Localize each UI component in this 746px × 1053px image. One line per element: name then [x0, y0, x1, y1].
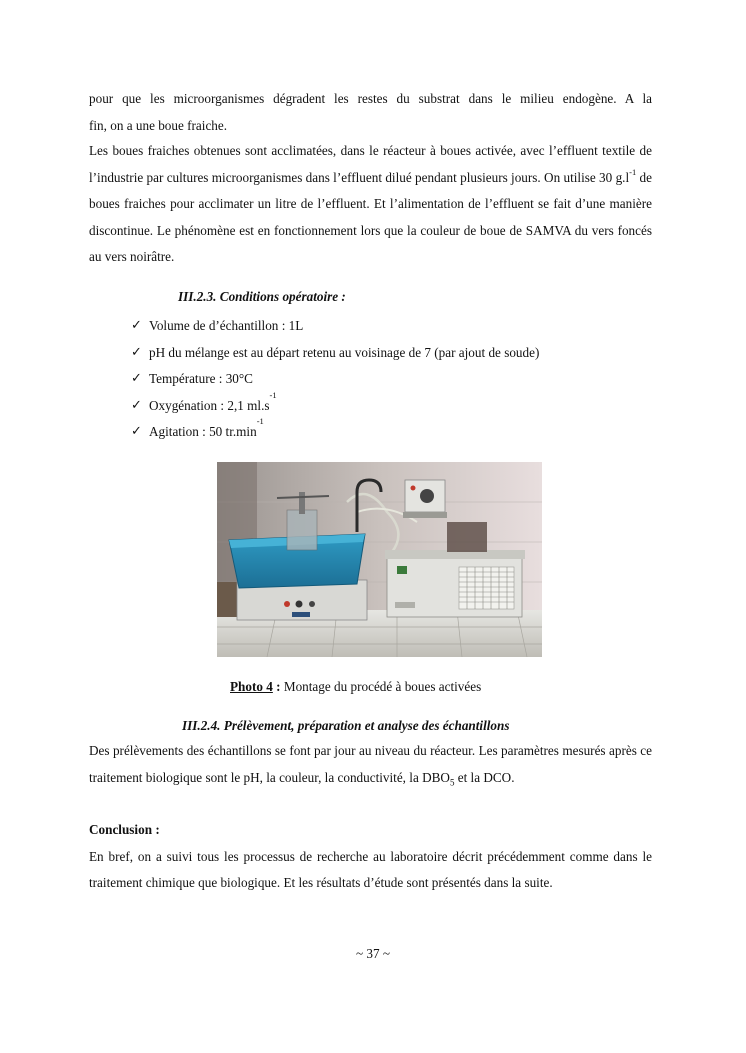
list-item-text: Agitation : 50 tr.min [149, 424, 257, 440]
sampling-text-end: et la DCO. [454, 769, 515, 785]
list-item: ✓ Agitation : 50 tr.min $^{-1}$ [131, 422, 539, 449]
acclimation-text-part2: de boues fraiches pour acclimater un litre de l’effluent. Et l’alimentation de l’effluent se fait d’une manière discontinue. Le phénomène est en fonctionnement lors que la couleur de boue de SAMVA du vers foncés au vers noirâtre. [89, 169, 652, 265]
checkmark-icon: ✓ [131, 371, 142, 387]
list-item [131, 369, 539, 396]
conclusion-text: En bref, on a suivi tous les processus de recherche au laboratoire décrit précédemment comme dans le traitement chimique que biologique. Et les résultats d’étude sont présentés dans la suite. [89, 848, 652, 891]
acclimation-text-part1: Les boues fraiches obtenues sont acclimatées, dans le réacteur à boues activée, avec l’effluent textile de l’industrie par cultures microorganismes dans l’effluent dilué pendant plusieurs jours. On utilise 30 g.l [89, 143, 652, 185]
checkmark-icon: ✓ [131, 318, 142, 333]
list-item [131, 343, 539, 370]
photo-caption-separator: : [272, 679, 281, 694]
activated-sludge-setup-photo [217, 462, 542, 657]
list-item-text: Oxygénation : 2,1 ml.s [149, 397, 270, 413]
paragraph-acclimation-text [89, 138, 652, 271]
photo-caption-text: Montage du procédé à boues activées [280, 679, 482, 694]
checkmark-icon: ✓ [131, 344, 142, 360]
photo-caption-label: Photo 4 [230, 679, 273, 694]
paragraph-intro [89, 86, 652, 139]
section-heading-conditions: III.2.3. Conditions opératoire : [178, 289, 346, 304]
paragraph-acclimation [89, 138, 652, 271]
list-item: ✓ Oxygénation : 2,1 ml.s $^{-1}$ [131, 396, 539, 423]
paragraph-intro-line1: pour que les microorganismes dégradent les restes du substrat dans le milieu endogène. A la [89, 91, 652, 106]
checkmark-icon: ✓ [131, 424, 142, 440]
lab-equipment-illustration [217, 462, 542, 657]
list-item-text: Volume de d’échantillon : 1L [149, 318, 304, 333]
paragraph-intro-line2: fin, on a une boue fraiche. [89, 117, 228, 133]
list-item [131, 316, 539, 343]
sampling-text: Des prélèvements des échantillons se font par jour au niveau du réacteur. Les paramètres mesurés après ce traitement biologique sont le pH, la couleur, la conductivité, la DBO [89, 743, 652, 785]
paragraph-sampling [89, 738, 652, 791]
section-heading-sampling: III.2.4. Prélèvement, préparation et analyse des échantillons [182, 718, 510, 733]
conditions-list [131, 316, 539, 449]
bod-subscript: 5 [449, 777, 455, 788]
unit-exponent: -1 [629, 167, 637, 178]
list-item-text: pH du mélange est au départ retenu au voisinage de 7 (par ajout de soude) [149, 344, 540, 360]
photo-caption [230, 678, 481, 696]
list-item-text: Température : 30°C [149, 371, 253, 387]
conclusion-block [89, 817, 652, 897]
page-number: ~ 37 ~ [355, 946, 391, 961]
checkmark-icon: ✓ [131, 397, 142, 413]
paragraph-sampling-text [89, 738, 652, 791]
conclusion-label: Conclusion : [89, 822, 160, 837]
